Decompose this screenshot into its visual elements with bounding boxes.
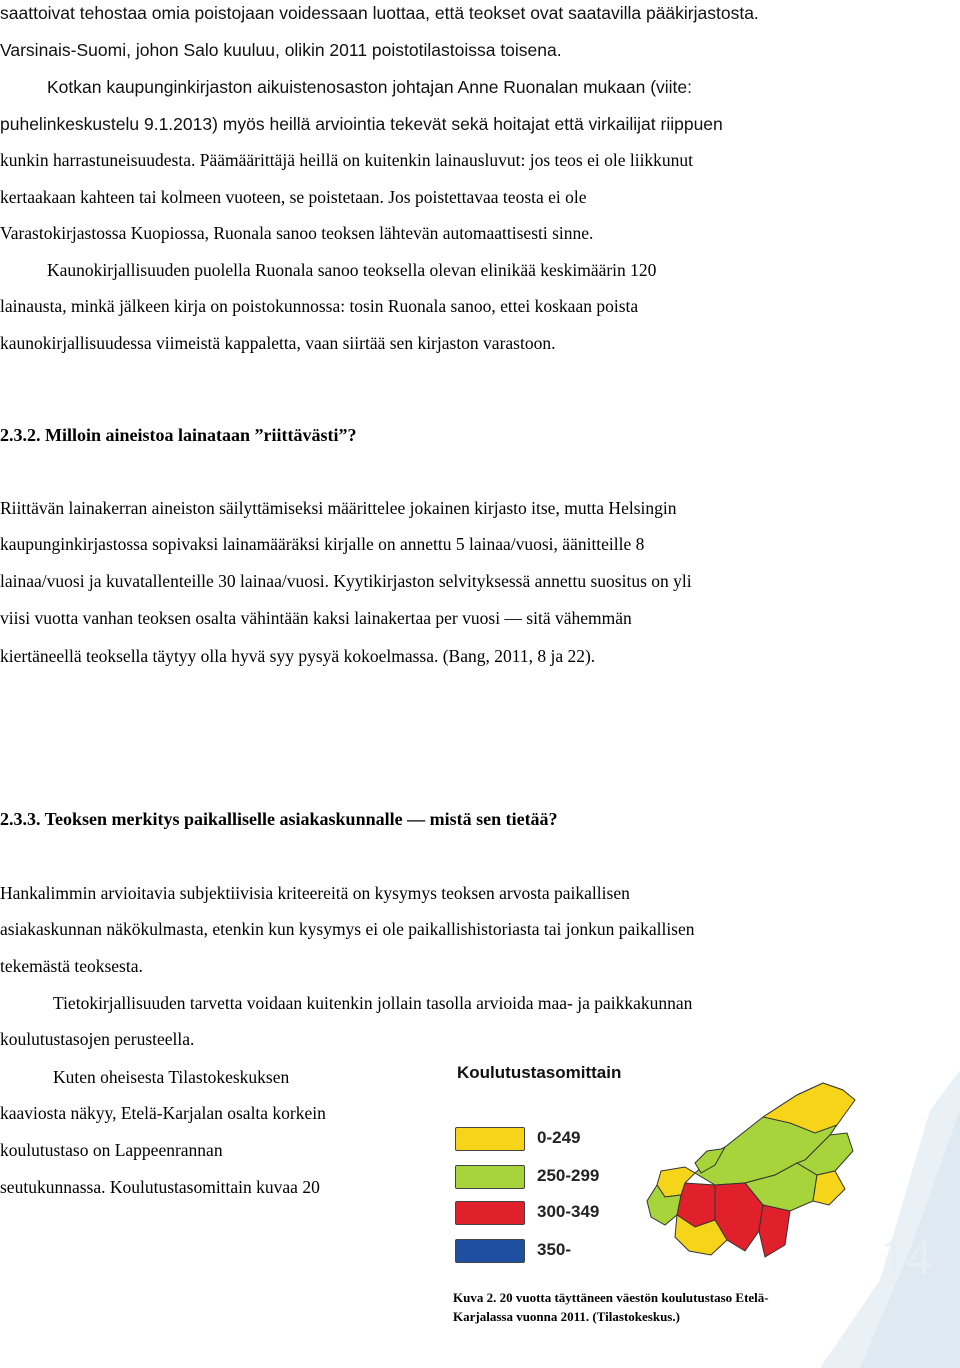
text-line: Tietokirjallisuuden tarvetta voidaan kuitenkin jollain tasolla arvioida maa- ja paikkakunnan	[53, 993, 693, 1013]
figure-caption: Kuva 2. 20 vuotta täyttäneen väestön koulutustaso Etelä-	[453, 1290, 769, 1305]
text-line: Riittävän lainakerran aineiston säilyttämiseksi määrittelee jokainen kirjasto itse, mutta Helsingin	[0, 498, 677, 518]
text-line: saattoivat tehostaa omia poistojaan voidessaan luottaa, että teokset ovat saatavilla pääkirjastosta.	[0, 3, 759, 23]
legend-swatch	[455, 1201, 525, 1225]
text-line: Varastokirjastossa Kuopiossa, Ruonala sanoo teoksen lähtevän automaattisesti sinne.	[0, 223, 594, 243]
text-line: kaunokirjallisuudessa viimeistä kappaletta, vaan siirtää sen kirjaston varastoon.	[0, 333, 556, 353]
map-region	[759, 1205, 790, 1257]
page-number: 14	[880, 1229, 932, 1286]
legend-title: Koulutustasomittain	[457, 1063, 622, 1082]
text-line: asiakaskunnan näkökulmasta, etenkin kun kysymys ei ole paikallishistoriasta tai jonkun paikallisen	[0, 919, 695, 939]
text-line: koulutustasojen perusteella.	[0, 1029, 195, 1049]
text-line: Kuten oheisesta Tilastokeskuksen	[53, 1067, 290, 1087]
section-heading: 2.3.2. Milloin aineistoa lainataan ”riittävästi”?	[0, 425, 357, 445]
education-level-map-figure	[445, 1055, 885, 1290]
text-line: kiertäneellä teoksella täytyy olla hyvä syy pysyä kokoelmassa. (Bang, 2011, 8 ja 22).	[0, 646, 596, 666]
legend-label: 250-299	[537, 1166, 600, 1185]
text-line: kunkin harrastuneisuudesta. Päämäärittäjä heillä on kuitenkin lainausluvut: jos teos ei ole liikkunut	[0, 150, 694, 170]
text-line: kertaakaan kahteen tai kolmeen vuoteen, se poistetaan. Jos poistettavaa teosta ei ole	[0, 187, 587, 207]
text-line: kaaviosta näkyy, Etelä-Karjalan osalta korkein	[0, 1103, 326, 1123]
figure-caption: Karjalassa vuonna 2011. (Tilastokeskus.)	[453, 1309, 680, 1324]
legend-label: 0-249	[537, 1128, 581, 1147]
text-line: lainaa/vuosi ja kuvatallenteille 30 lainaa/vuosi. Kyytikirjaston selvityksessä annettu suositus on yli	[0, 571, 692, 591]
text-line: puhelinkeskustelu 9.1.2013) myös heillä arviointia tekevät sekä hoitajat että virkailijat riippuen	[0, 114, 723, 134]
legend-item	[455, 1239, 615, 1263]
legend-swatch	[455, 1239, 525, 1263]
text-line: kaupunginkirjastossa sopivaksi lainamääräksi kirjalle on annettu 5 lainaa/vuosi, äänitteille 8	[0, 534, 645, 554]
legend-swatch	[455, 1127, 525, 1151]
legend-item	[455, 1127, 615, 1151]
legend-label: 300-349	[537, 1202, 600, 1221]
text-line: seutukunnassa. Koulutustasomittain kuvaa 20	[0, 1177, 320, 1197]
legend-swatch	[455, 1165, 525, 1189]
text-line: Kaunokirjallisuuden puolella Ruonala sanoo teoksella olevan elinikää keskimäärin 120	[47, 260, 657, 280]
legend-item	[455, 1201, 615, 1225]
legend-label: 350-	[537, 1240, 572, 1259]
text-line: koulutustaso on Lappeenrannan	[0, 1140, 223, 1160]
legend-item	[455, 1165, 615, 1189]
section-heading: 2.3.3. Teoksen merkitys paikalliselle asiakaskunnalle — mistä sen tietää?	[0, 809, 558, 829]
text-line: Kotkan kaupunginkirjaston aikuistenosaston johtajan Anne Ruonalan mukaan (viite:	[47, 77, 693, 97]
map-region	[813, 1171, 845, 1205]
text-line: lainausta, minkä jälkeen kirja on poistokunnossa: tosin Ruonala sanoo, ettei koskaan poista	[0, 296, 639, 316]
text-line: tekemästä teoksesta.	[0, 956, 143, 976]
text-line: viisi vuotta vanhan teoksen osalta vähintään kaksi lainakertaa per vuosi — sitä vähemmän	[0, 608, 632, 628]
text-line: Varsinais-Suomi, johon Salo kuuluu, olikin 2011 poistotilastoissa toisena.	[0, 40, 562, 60]
text-line: Hankalimmin arvioitavia subjektiivisia kriteereitä on kysymys teoksen arvosta paikallisen	[0, 883, 630, 903]
